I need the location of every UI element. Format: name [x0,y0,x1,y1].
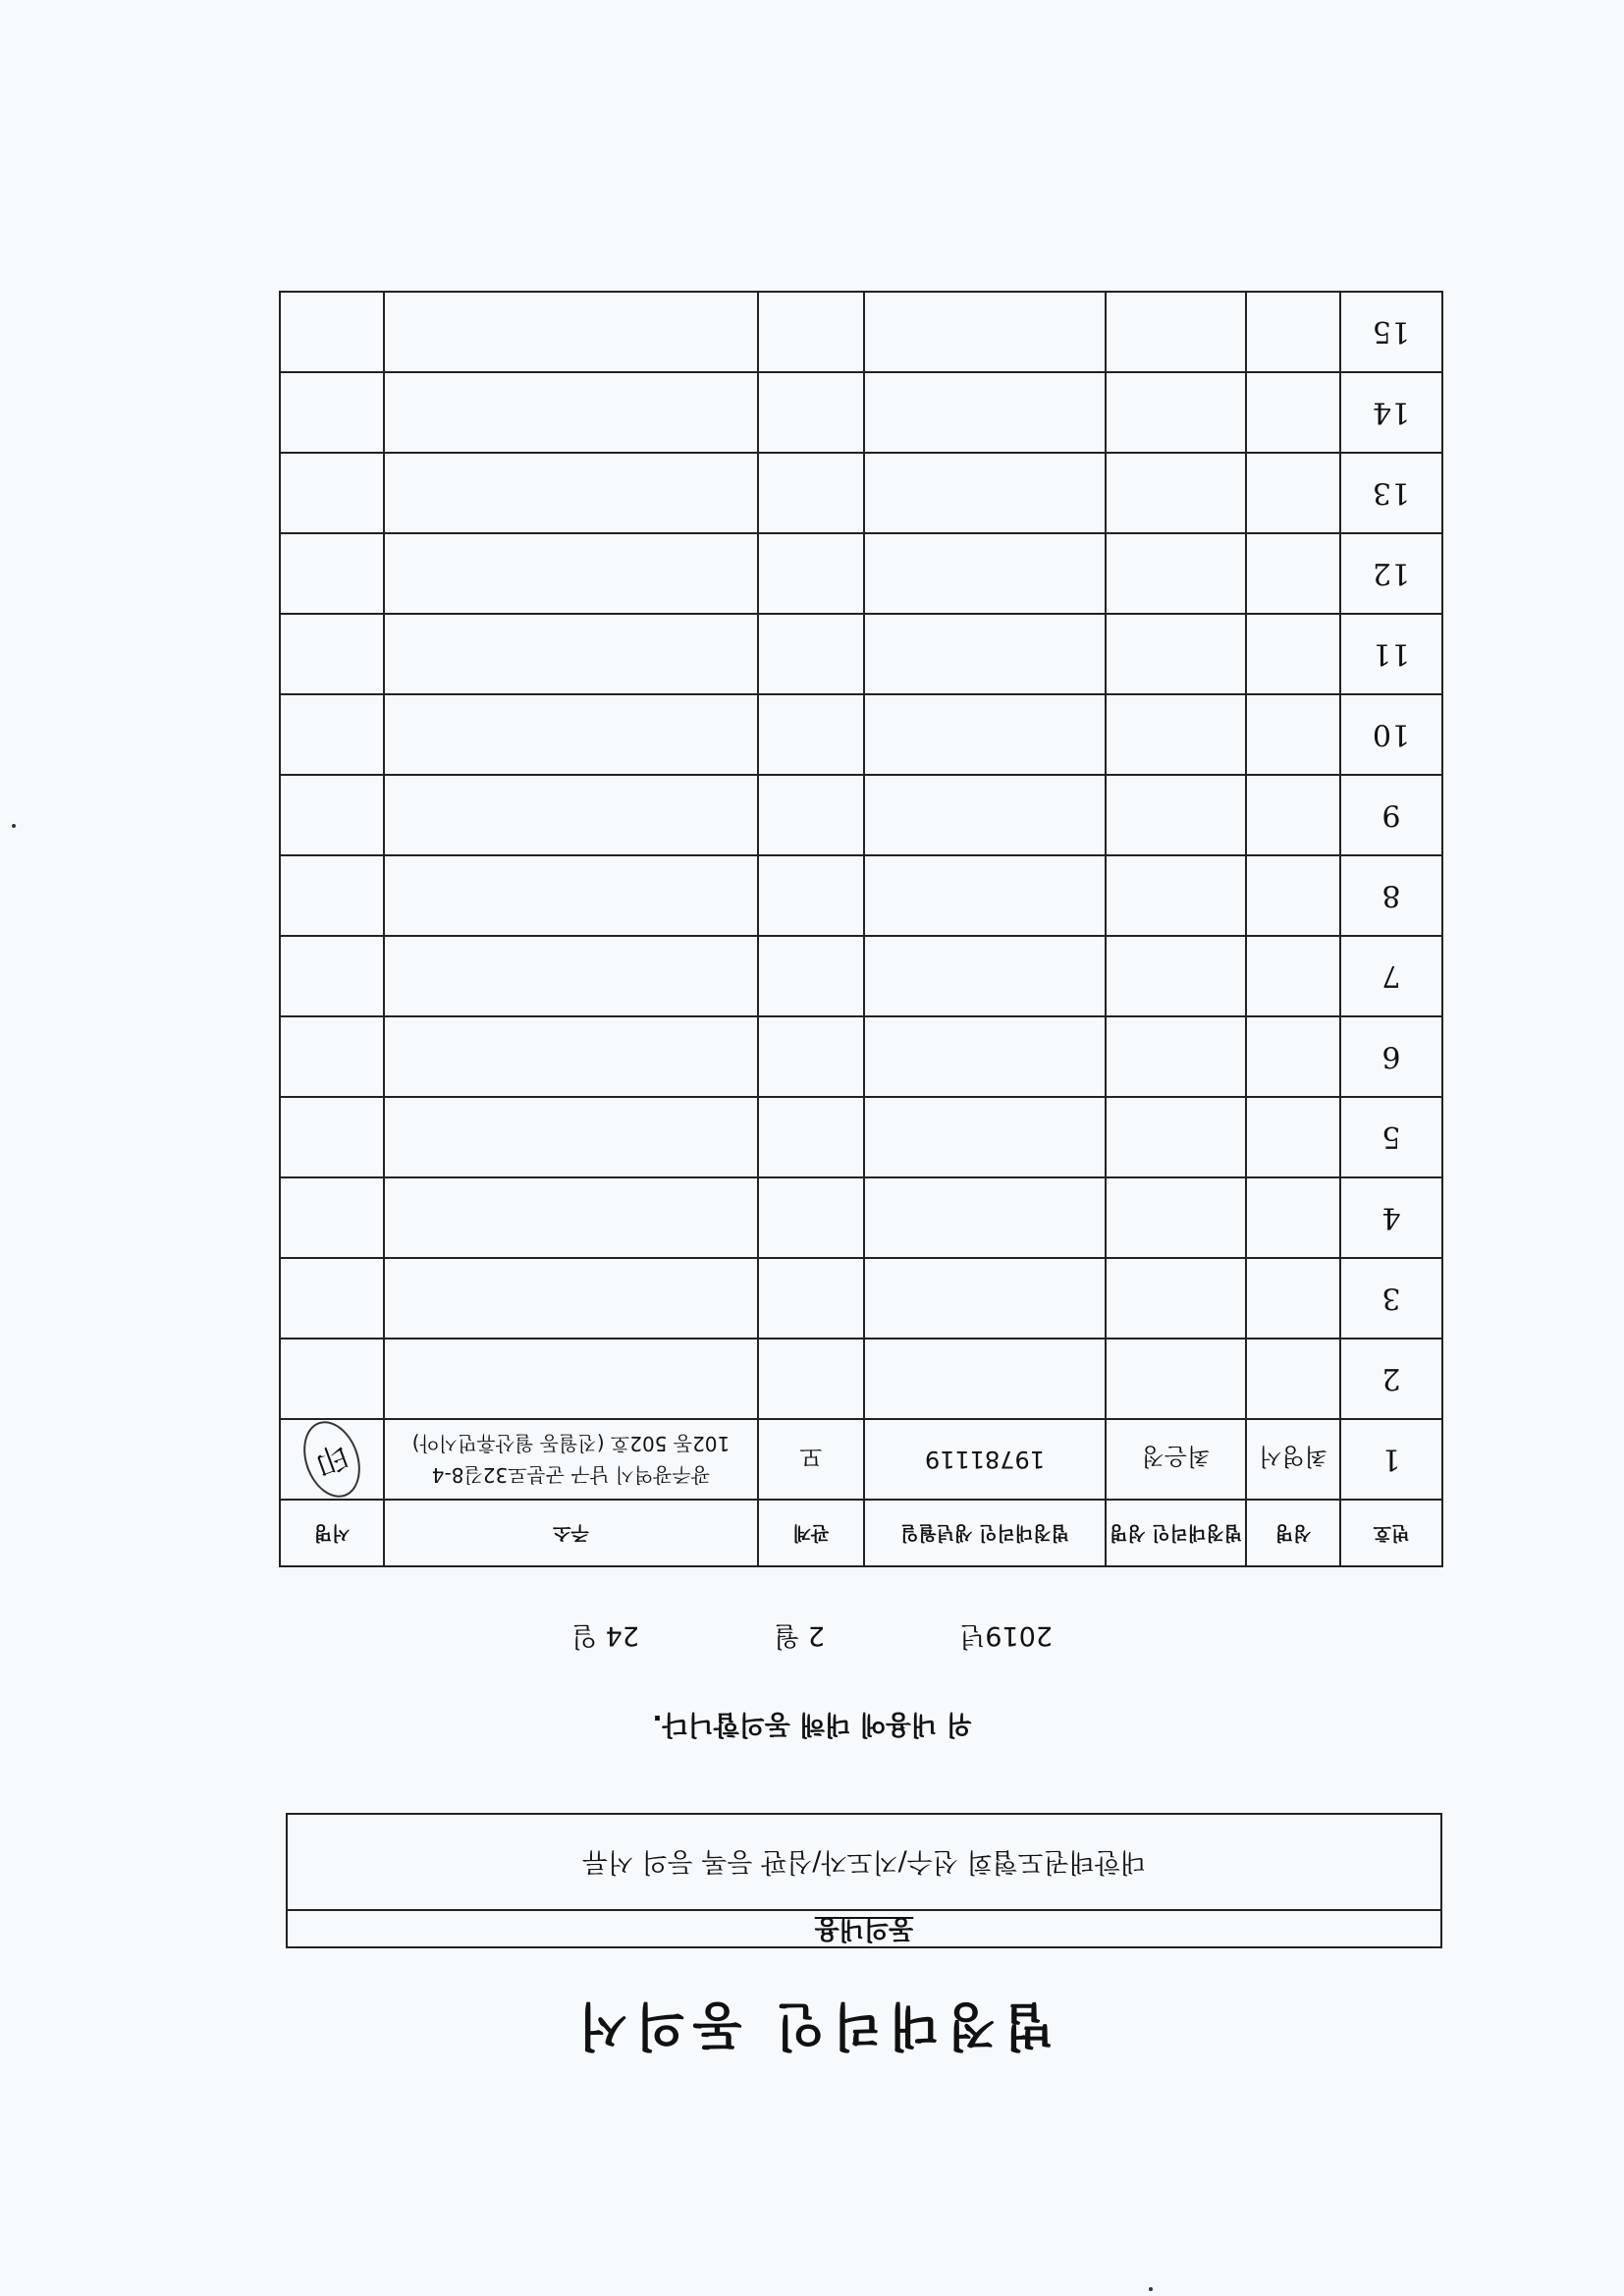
table-row [280,1097,1442,1177]
cell-no: 3 [1340,1258,1442,1339]
cell-name [1246,694,1340,775]
date-year: 2019년 [959,1620,1054,1651]
cell-signature [280,775,384,855]
cell-relation: 모 [758,1419,864,1500]
cell-guardian-birth [864,855,1106,936]
header-signature: 서명 [280,1500,384,1566]
header-relation: 관계 [758,1500,864,1566]
cell-no: 14 [1340,372,1442,453]
cell-guardian-birth [864,1177,1106,1258]
cell-no: 1 [1340,1419,1442,1500]
cell-name [1246,372,1340,453]
consent-header [288,1909,1440,1946]
cell-guardian-name [1106,1339,1246,1419]
document-title: 법정대리인 동의서 [570,1995,1054,2054]
cell-name [1246,533,1340,614]
cell-guardian-name [1106,372,1246,453]
table-row [280,372,1442,453]
cell-address [384,1016,758,1097]
cell-signature [280,1258,384,1339]
cell-no: 12 [1340,533,1442,614]
cell-name [1246,775,1340,855]
cell-address [384,292,758,372]
cell-relation [758,1339,864,1419]
cell-no: 10 [1340,694,1442,775]
cell-relation [758,694,864,775]
cell-guardian-birth [864,614,1106,694]
cell-no: 13 [1340,453,1442,533]
cell-name [1246,1097,1340,1177]
cell-no: 4 [1340,1177,1442,1258]
cell-relation [758,855,864,936]
cell-no: 15 [1340,292,1442,372]
cell-name [1246,936,1340,1016]
cell-guardian-name [1106,694,1246,775]
cell-guardian-birth [864,292,1106,372]
cell-signature [280,453,384,533]
table-row [280,1339,1442,1419]
cell-guardian-name [1106,1097,1246,1177]
cell-address [384,1258,758,1339]
cell-guardian-name [1106,936,1246,1016]
header-no: 번호 [1340,1500,1442,1566]
cell-name [1246,292,1340,372]
cell-relation [758,1258,864,1339]
cell-relation [758,1016,864,1097]
cell-name [1246,1339,1340,1419]
cell-address [384,855,758,936]
cell-relation [758,372,864,453]
cell-relation [758,453,864,533]
cell-address [384,1097,758,1177]
table-row [280,1177,1442,1258]
cell-guardian-birth [864,694,1106,775]
cell-signature [280,1097,384,1177]
cell-guardian-birth [864,533,1106,614]
cell-signature [280,694,384,775]
cell-signature [280,1016,384,1097]
cell-address [384,775,758,855]
cell-guardian-name [1106,775,1246,855]
cell-signature [280,1419,384,1500]
cell-signature [280,533,384,614]
cell-no: 5 [1340,1097,1442,1177]
cell-signature [280,1339,384,1419]
cell-guardian-birth [864,1258,1106,1339]
cell-guardian-birth [864,453,1106,533]
cell-address [384,694,758,775]
handwritten-signature: 印 [294,1413,370,1505]
cell-guardian-name [1106,533,1246,614]
cell-guardian-birth [864,1097,1106,1177]
header-name: 성명 [1246,1500,1340,1566]
cell-guardian-name: 최은정 [1106,1419,1246,1500]
cell-signature [280,855,384,936]
cell-name [1246,614,1340,694]
cell-address [384,372,758,453]
table-row [280,292,1442,372]
table-row [280,614,1442,694]
cell-no: 8 [1340,855,1442,936]
cell-signature [280,292,384,372]
cell-guardian-name [1106,453,1246,533]
cell-guardian-birth [864,1339,1106,1419]
paper-speck [1149,2287,1153,2291]
address-line-1: 광주광역시 남구 군분로32길8-4 [431,1463,711,1487]
cell-address [384,1339,758,1419]
cell-name: 최영서 [1246,1419,1340,1500]
cell-relation [758,775,864,855]
cell-address [384,1177,758,1258]
table-row [280,533,1442,614]
table-row [280,694,1442,775]
cell-no: 2 [1340,1339,1442,1419]
cell-guardian-name [1106,292,1246,372]
paper-speck [12,824,16,828]
table-row [280,775,1442,855]
cell-relation [758,1097,864,1177]
cell-no: 9 [1340,775,1442,855]
guardian-table [279,291,1443,1567]
consent-section [286,1813,1442,1948]
table-row [280,453,1442,533]
cell-name [1246,1016,1340,1097]
consent-header-label: 동의내용 [814,1914,914,1943]
table-row [280,1016,1442,1097]
cell-relation [758,936,864,1016]
cell-name [1246,1258,1340,1339]
cell-address [384,936,758,1016]
cell-no: 11 [1340,614,1442,694]
cell-address [384,614,758,694]
cell-guardian-name [1106,1258,1246,1339]
cell-address [384,453,758,533]
header-guardian-name: 법정대리인 성명 [1106,1500,1246,1566]
table-row [280,936,1442,1016]
date-month: 2 월 [774,1620,826,1651]
header-address: 주소 [384,1500,758,1566]
cell-relation [758,614,864,694]
cell-relation [758,292,864,372]
cell-guardian-birth [864,372,1106,453]
agreement-statement: 위 내용에 대해 동의합니다. [652,1709,972,1739]
cell-guardian-name [1106,1016,1246,1097]
table-header-row [280,1500,1442,1566]
header-guardian-birth: 법정대리인 생년월일 [864,1500,1106,1566]
cell-guardian-name [1106,614,1246,694]
cell-no: 6 [1340,1016,1442,1097]
address-line-2: 102동 502호 (진월동 월산휴먼시아) [411,1432,731,1455]
cell-name [1246,453,1340,533]
cell-guardian-name [1106,855,1246,936]
cell-address [384,533,758,614]
cell-address [384,1419,758,1500]
cell-name [1246,855,1340,936]
signing-date [0,1619,1624,1658]
cell-relation [758,533,864,614]
consent-body: 대한태권도협회 선수/지도자/심판 등록 등의 서류 [581,1846,1147,1877]
cell-relation [758,1177,864,1258]
table-body [280,292,1442,1500]
cell-signature [280,372,384,453]
cell-signature [280,614,384,694]
cell-guardian-birth [864,775,1106,855]
table-row [280,1258,1442,1339]
cell-signature [280,1177,384,1258]
cell-guardian-birth [864,936,1106,1016]
date-day: 24 일 [570,1620,640,1651]
table-row [280,855,1442,936]
cell-no: 7 [1340,936,1442,1016]
cell-guardian-birth [864,1016,1106,1097]
cell-guardian-name [1106,1177,1246,1258]
cell-name [1246,1177,1340,1258]
table-row [280,1419,1442,1500]
cell-guardian-birth: 19781119 [864,1419,1106,1500]
cell-signature [280,936,384,1016]
